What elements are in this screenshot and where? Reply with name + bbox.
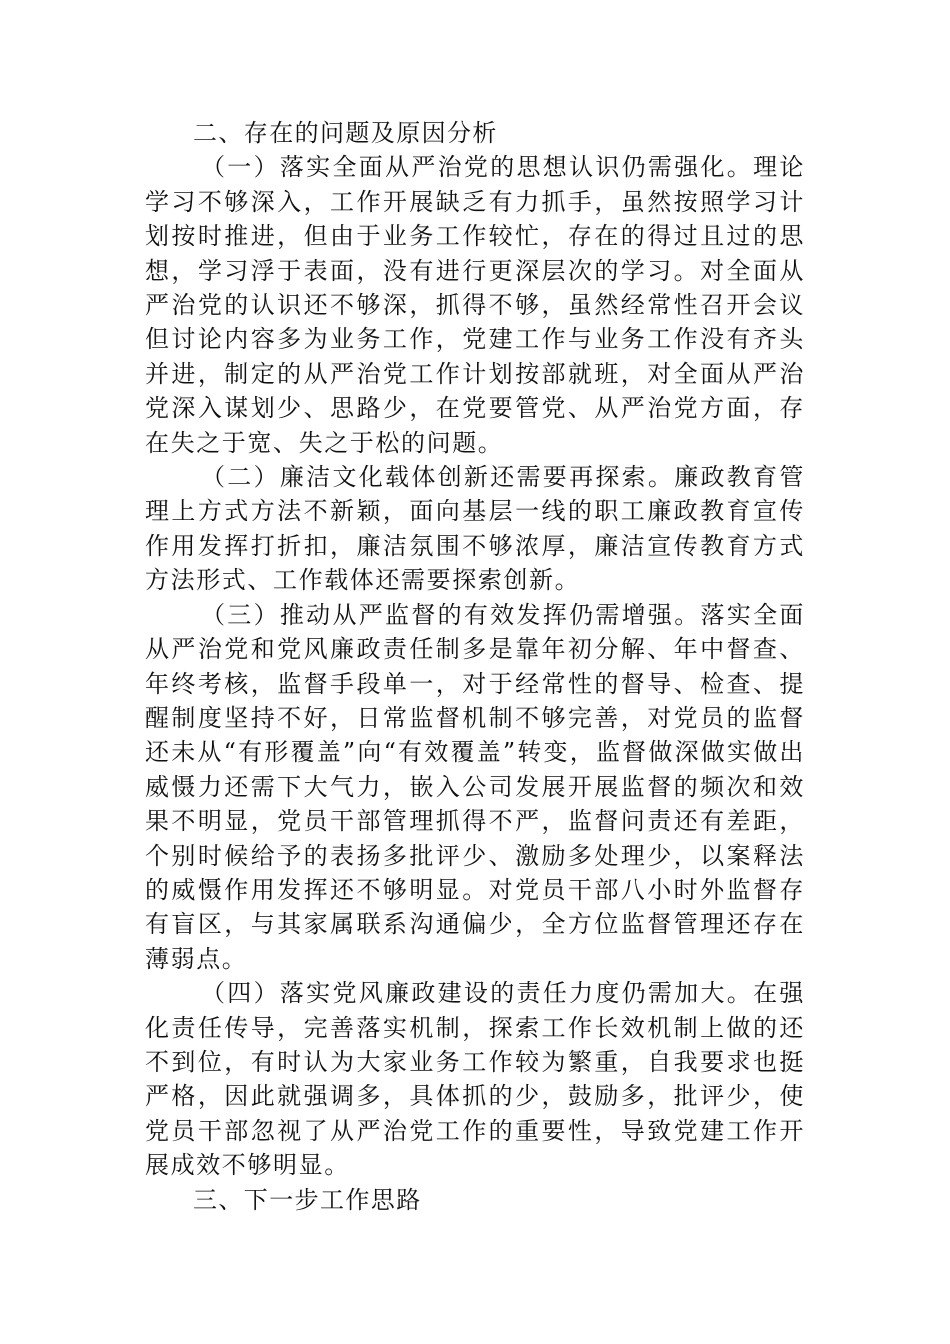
paragraph-1: [145, 150, 805, 460]
paragraph-4-lead: （四）落实党风廉政建设的责任力度仍需加大。: [201, 979, 754, 1008]
paragraph-1-lead: （一）落实全面从严治党的思想认识仍需强化。: [201, 153, 754, 182]
section-heading-2: 二、存在的问题及原因分析: [193, 119, 498, 147]
paragraph-1-body: 理论学习不够深入，工作开展缺乏有力抓手，虽然按照学习计划按时推进，但由于业务工作较忙，存在的得过且过的思想，学习浮于表面，没有进行更深层次的学习。对全面从严治党的认识还不够深，抓得不够，虽然经常性召开会议但讨论内容多为业务工作，党建工作与业务工作没有齐头并进，制定的从严治党工作计划按部就班，对全面从严治党深入谋划少、思路少，在党要管党、从严治党方面，存在失之于宽、失之于松的问题。: [145, 153, 805, 457]
paragraph-2: [145, 460, 805, 598]
paragraph-2-body: 廉政教育管理上方式方法不新颖，面向基层一线的职工廉政教育宣传作用发挥打折扣，廉洁氛围不够浓厚，廉洁宣传教育方式方法形式、工作载体还需要探索创新。: [145, 463, 805, 595]
paragraph-3: [145, 598, 805, 976]
paragraph-3-lead: （三）推动从严监督的有效发挥仍需增强。: [201, 600, 701, 629]
document-body: [145, 116, 805, 1217]
paragraph-3-body: 落实全面从严治党和党风廉政责任制多是靠年初分解、年中督查、年终考核，监督手段单一，对于经常性的督导、检查、提醒制度坚持不好，日常监督机制不够完善，对党员的监督还未从“有形覆盖”向“有效覆盖”转变，监督做深做实做出威慑力还需下大气力，嵌入公司发展开展监督的频次和效果不明显，党员干部管理抓得不严，监督问责还有差距，个别时候给予的表扬多批评少、激励多处理少，以案释法的威慑作用发挥还不够明显。对党员干部八小时外监督存有盲区，与其家属联系沟通偏少，全方位监督管理还存在薄弱点。: [145, 600, 805, 973]
paragraph-4-body: 在强化责任传导，完善落实机制，探索工作长效机制上做的还不到位，有时认为大家业务工作较为繁重，自我要求也挺严格，因此就强调多，具体抓的少，鼓励多，批评少，使党员干部忽视了从严治党工作的重要性，导致党建工作开展成效不够明显。: [145, 979, 805, 1180]
paragraph-4: [145, 976, 805, 1182]
section-heading-3: 三、下一步工作思路: [193, 1185, 422, 1214]
paragraph-2-lead: （二）廉洁文化载体创新还需要再探索。: [201, 463, 675, 492]
